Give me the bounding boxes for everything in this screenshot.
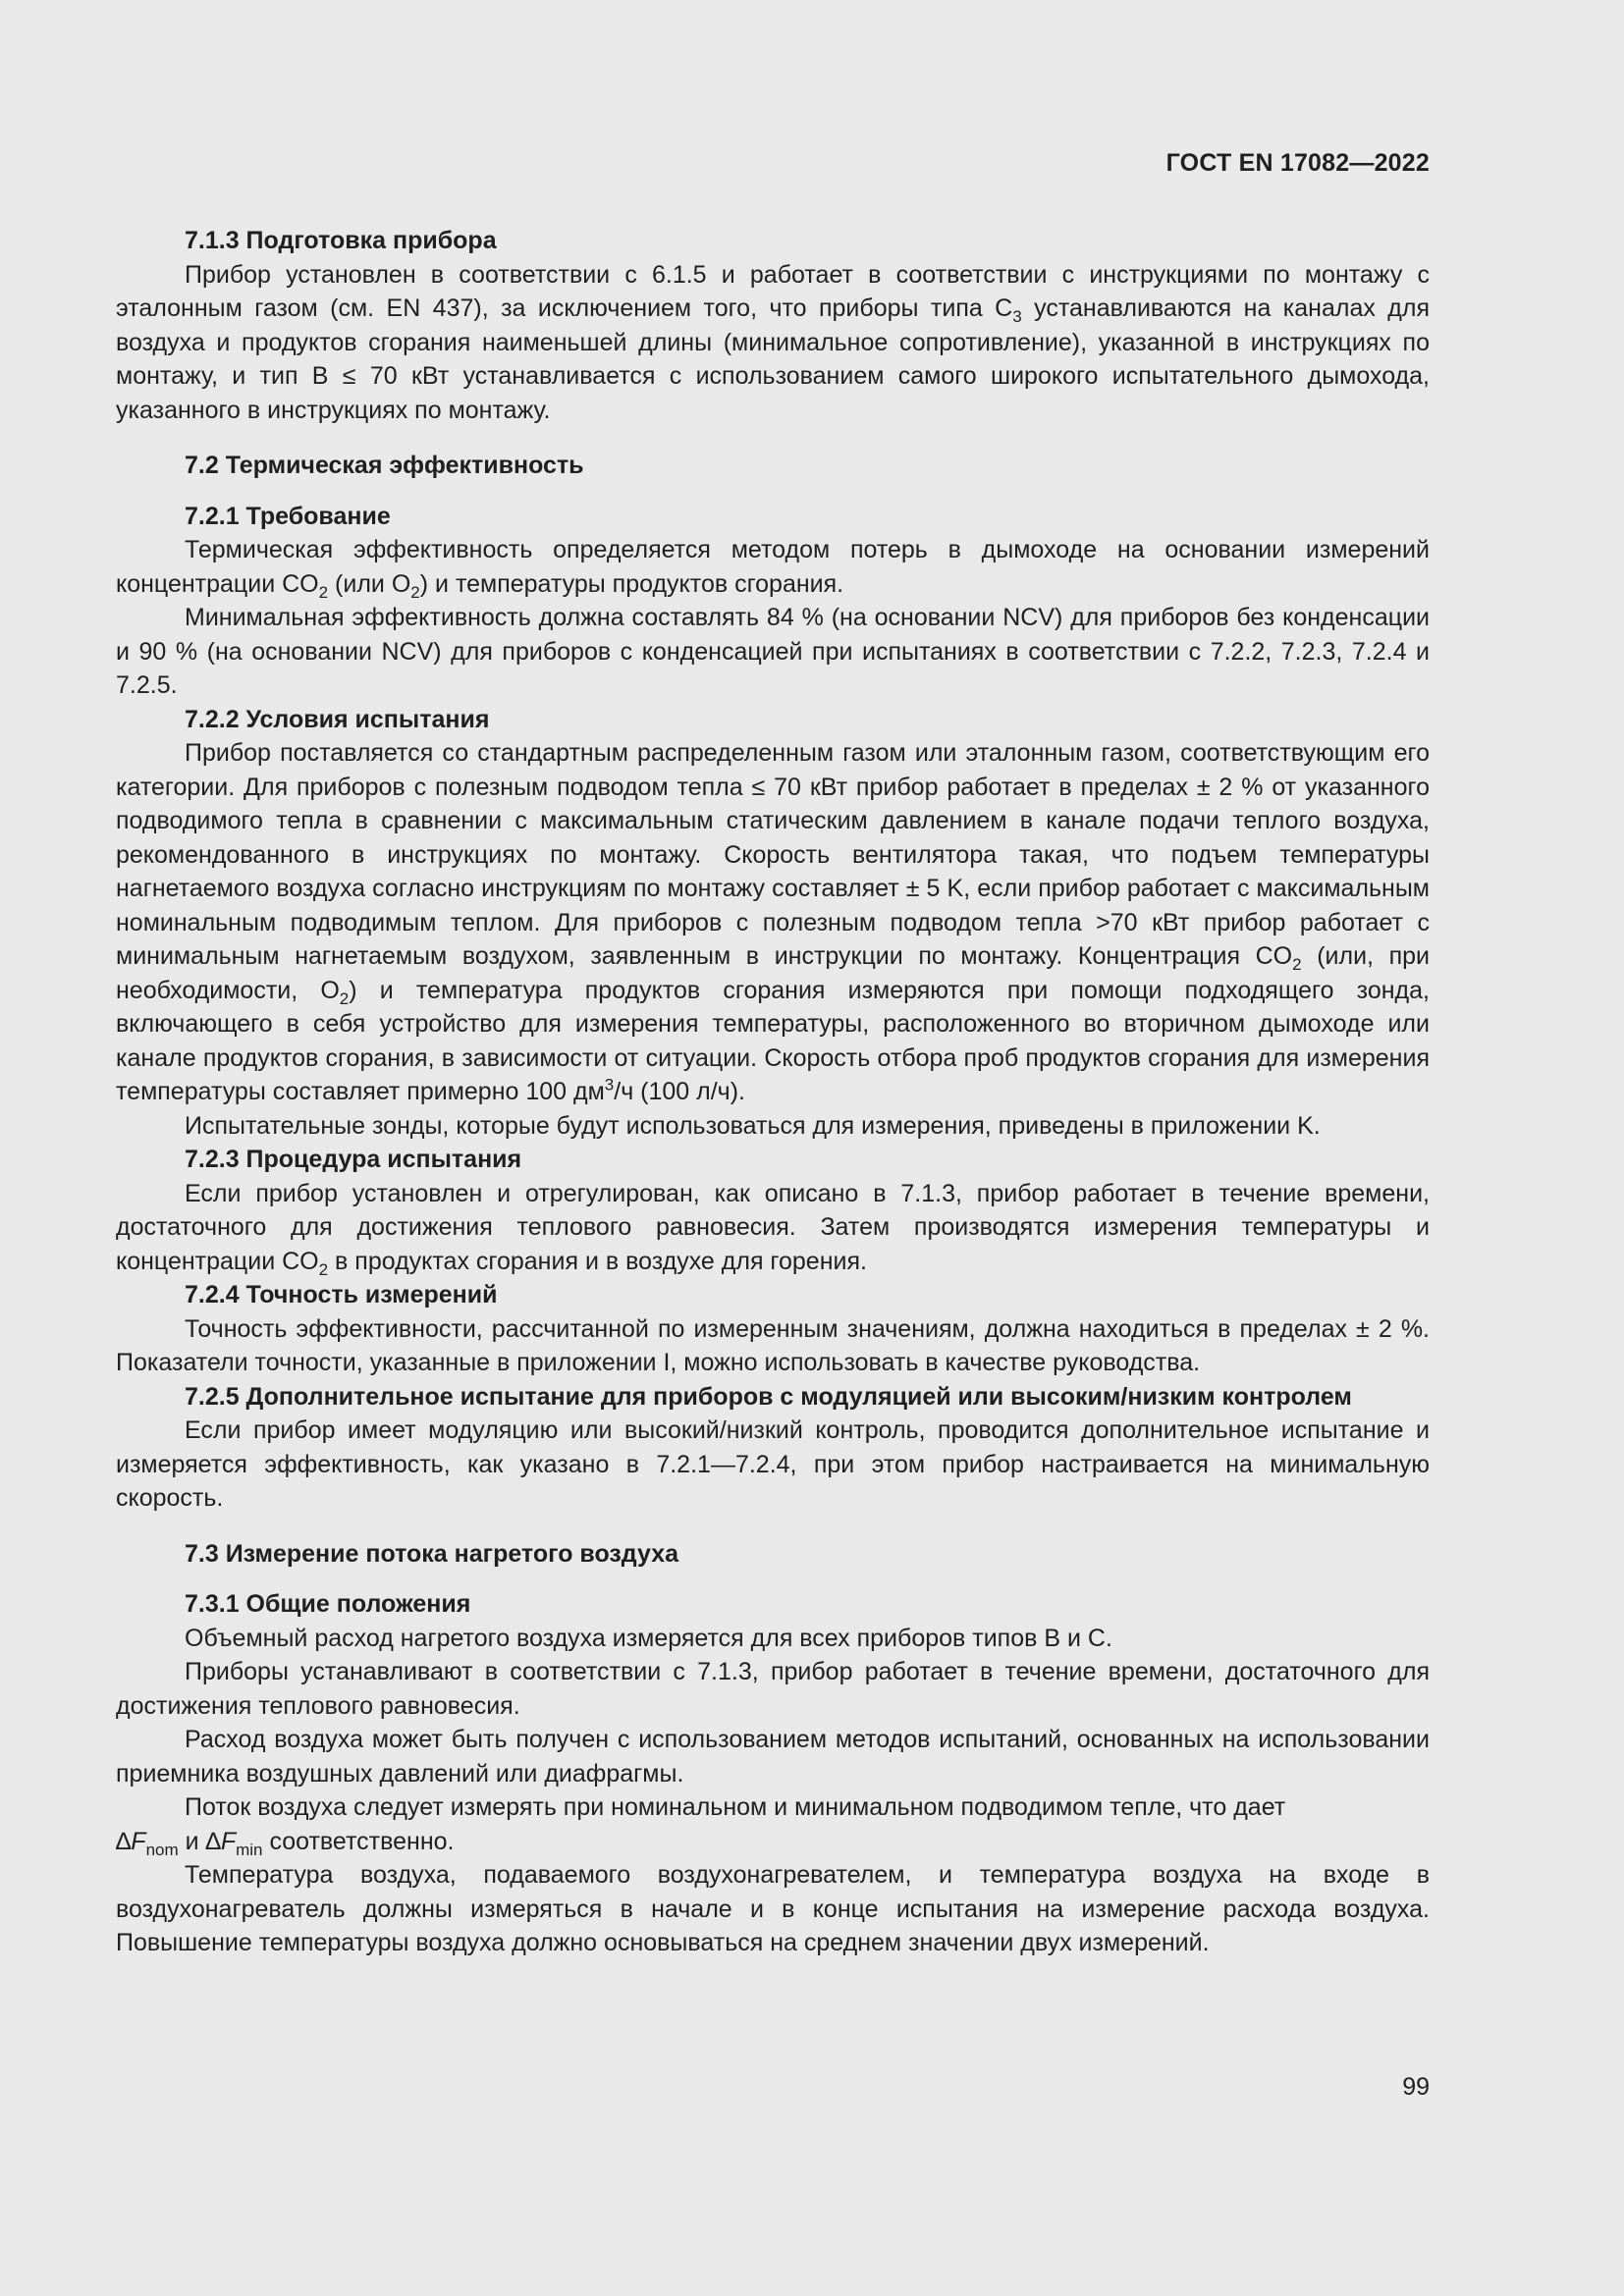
paragraph-7-3-1-c: Расход воздуха может быть получен с использованием методов испытаний, основанных на использовании приемника воздушных давлений или диафрагмы.	[116, 1726, 1430, 1788]
paragraph-7-2-4: Точность эффективности, рассчитанной по измеренным значениям, должна находиться в пределах ± 2 %. Показатели точности, указанные в приложении I, можно использовать в качестве руководства.	[116, 1314, 1430, 1376]
document-page	[116, 0, 1430, 2296]
page-number: 99	[1402, 2073, 1430, 2101]
paragraph-7-3-1-b: Приборы устанавливают в соответствии с 7.1.3, прибор работает в течение времени, достаточного для достижения теплового равновесия.	[116, 1658, 1430, 1720]
heading-7-3-1: 7.3.1 Общие положения	[185, 1590, 471, 1618]
paragraph-7-3-1-d: Поток воздуха следует измерять при номинальном и минимальном подводимом тепле, что дает $\Delta F_{nom}$ и $\Delta F_{min}$ соответственно.	[116, 1793, 1286, 1859]
heading-7-2-2: 7.2.2 Условия испытания	[185, 705, 490, 733]
paragraph-7-2-2-b: Испытательные зонды, которые будут использоваться для измерения, приведены в приложении K.	[185, 1111, 1321, 1140]
heading-7-2-4: 7.2.4 Точность измерений	[185, 1281, 498, 1308]
heading-7-2-5: 7.2.5 Дополнительное испытание для приборов с модуляцией или высоким/низким контролем	[185, 1382, 1352, 1411]
paragraph-7-3-1-a: Объемный расход нагретого воздуха измеряется для всех приборов типов B и C.	[185, 1624, 1112, 1652]
paragraph-7-1-3: Прибор установлен в соответствии с 6.1.5 и работает в соответствии с инструкциями по монтажу с эталонным газом (см. EN 437), за исключением того, что приборы типа $C_3$ устанавливаются на каналах для воздуха и продуктов сгорания наименьшей длины (минимальное сопротивление), указанной в инструкциях по монтажу, и тип B ≤ 70 кВт устанавливается с использованием самого широкого испытательного дымохода, указанного в инструкциях по монтажу.	[116, 260, 1430, 424]
paragraph-7-2-2-a: Прибор поставляется со стандартным распределенным газом или эталонным газом, соответствующим его категории. Для приборов с полезным подводом тепла ≤ 70 кВт прибор работает в пределах ± 2 % от указанного подводимого тепла в сравнении с максимальным статическим давлением в канале подачи теплого воздуха, рекомендованного в инструкциях по монтажу. Скорость вентилятора такая, что подъем температуры нагнетаемого воздуха согласно инструкциям по монтажу составляет ± 5 K, если прибор работает с максимальным номинальным подводимым теплом. Для приборов с полезным подводом тепла >70 кВт прибор работает с минимальным нагнетаемым воздухом, заявленным в инструкции по монтажу. Концентрация $CO_2$ (или, при необходимости, $O_2$) и температура продуктов сгорания измеряются при помощи подходящего зонда, включающего в себя устройство для измерения температуры, расположенного во вторичном дымоходе или канале продуктов сгорания, в зависимости от ситуации. Скорость отбора проб продуктов сгорания для измерения температуры составляет примерно 100 $дм^3/ч$ (100 л/ч).	[116, 739, 1431, 1105]
heading-7-2: 7.2 Термическая эффективность	[185, 452, 584, 479]
paragraph-7-3-1-e: Температура воздуха, подаваемого воздухонагревателем, и температура воздуха на входе в воздухонагреватель должны измеряться в начале и в конце испытания на измерение расхода воздуха. Повышение температуры воздуха должно основываться на среднем значении двух измерений.	[116, 1861, 1430, 1956]
document-body	[116, 224, 1430, 1960]
heading-7-2-1: 7.2.1 Требование	[185, 502, 391, 530]
heading-7-3: 7.3 Измерение потока нагретого воздуха	[185, 1539, 679, 1568]
heading-7-1-3: 7.1.3 Подготовка прибора	[185, 227, 497, 254]
paragraph-7-2-1-a: Термическая эффективность определяется методом потерь в дымоходе на основании измерений концентрации $CO_2$ (или $O_2$) и температуры продуктов сгорания.	[116, 536, 1430, 602]
paragraph-7-2-1-b: Минимальная эффективность должна составлять 84 % (на основании NCV) для приборов без конденсации и 90 % (на основании NCV) для приборов с конденсацией при испытаниях в соответствии с 7.2.2, 7.2.3, 7.2.4 и 7.2.5.	[116, 604, 1430, 699]
document-id-header: ГОСТ EN 17082—2022	[1165, 149, 1430, 177]
heading-7-2-3: 7.2.3 Процедура испытания	[185, 1146, 522, 1173]
paragraph-7-2-3: Если прибор установлен и отрегулирован, как описано в 7.1.3, прибор работает в течение времени, достаточного для достижения теплового равновесия. Затем производятся измерения температуры и концентрации $CO_2$ в продуктах сгорания и в воздухе для горения.	[116, 1179, 1430, 1279]
paragraph-7-2-5: Если прибор имеет модуляцию или высокий/низкий контроль, проводится дополнительное испытание и измеряется эффективность, как указано в 7.2.1—7.2.4, при этом прибор настраивается на минимальную скорость.	[116, 1416, 1430, 1512]
